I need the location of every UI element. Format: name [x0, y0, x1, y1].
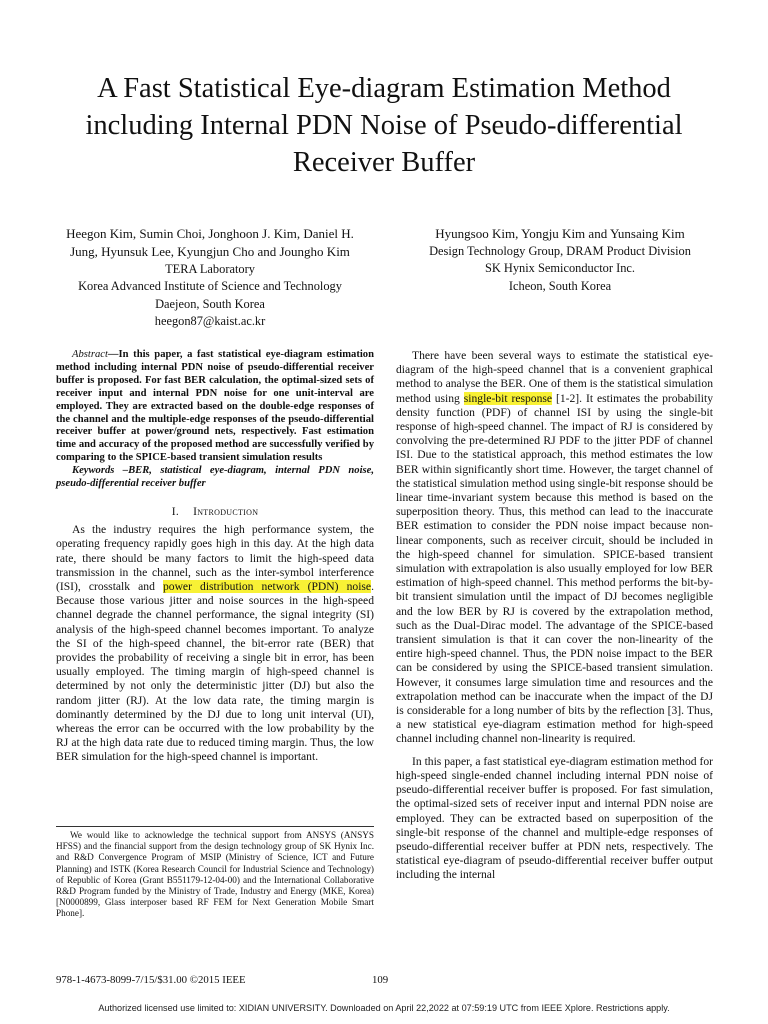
title-line-2: including Internal PDN Noise of Pseudo-differential — [85, 110, 683, 141]
right-paragraph-1 — [396, 349, 713, 747]
title-line-3: Receiver Buffer — [292, 147, 476, 178]
right-text-a: There have been several ways to estimate the statistical eye-diagram of the high-speed channel that is a convenient graphical method to analyse the BER. One of them is the statistical simulation method using — [396, 349, 713, 405]
right-text-b: [1-2]. It estimates the probability density function (PDF) of channel ISI by using the single-bit response of high-speed channel. The impact of RJ is considered by convolving the pre-determined RJ PDF to the jitter PDF of channel ISI. Due to the statistical approach, this method estimates the low BER within significantly short time. However, the target channel of the statistical simulation method using single-bit response should be linear time-invariant system because this method is based on the superposition theory. Thus, this method can lead to the inaccurate BER estimation to consider the PDN noise impact because non-linear components, such as receiver circuit, should be included in the high-speed channel for simulation. SPICE-based transient simulation with extrapolation is also usually employed for low BER estimation of high-speed channel. This method performs the bit-by-bit transient simulation until the impact of DJ becomes negligible and the low BER by RJ is covered by the extrapolation method, such as the Dual-Dirac model. The advantage of the SPICE-based transient simulation is that it can cover the non-linearity of the entire high-speed channel. Thus, the PDN noise impact to the BER can be considered by using the SPICE-based transient simulation. However, it consumes large simulation time and resources and the extrapolation method can be inaccurate when the impact of the DJ is considerable for a long number of bits by the reflection [3]. Thus, a new statistical eye-diagram estimation method for high-speed channel including channel non-linearity is required. — [396, 391, 713, 746]
author-block-right — [400, 225, 720, 295]
abstract — [56, 349, 374, 465]
intro-paragraph-1 — [56, 523, 374, 764]
license-notice: Authorized licensed use limited to: XIDIAN UNIVERSITY. Downloaded on April 22,2022 at 07:59:19 UTC from IEEE Xplore. Restrictions apply. — [98, 1003, 670, 1013]
abstract-text: In this paper, a fast statistical eye-diagram estimation method including internal PDN noise of pseudo-differential receiver buffer is proposed. For fast BER calculation, the optimal-sized sets of receiver input and internal PDN noise for one unit-interval are employed. They are extracted based on the double-edge responses of the channel and the multiple-edge responses of the pseudo-differential receiver buffer at power/ground nets, respectively. Fast estimation time and accuracy of the proposed method are successfully verified by comparing to the SPICE-based transient simulation results — [56, 349, 374, 464]
footnote-divider — [56, 826, 374, 827]
affiliation-institute: Korea Advanced Institute of Science and Technology — [78, 279, 342, 294]
abstract-label: Abstract — [72, 349, 108, 360]
right-column — [396, 349, 713, 883]
affiliation-group: Design Technology Group, DRAM Product Division — [429, 244, 691, 258]
affiliation-company: SK Hynix Semiconductor Inc. — [484, 261, 636, 276]
paper-title — [40, 70, 728, 181]
title-line-1: A Fast Statistical Eye-diagram Estimation Method — [97, 73, 671, 104]
author-email: heegon87@kaist.ac.kr — [154, 313, 266, 328]
author-names-line-2: Jung, Hyunsuk Lee, Kyungjun Cho and Joungho Kim — [70, 244, 350, 259]
intro-text-a: As the industry requires the high performance system, the operating frequency rapidly goes high in this day. At the high data rate, there should be many factors to limit the high-speed data transmission in the channel, such as the inter-symbol interference (ISI), crosstalk and — [56, 523, 374, 593]
author-block-left — [50, 225, 370, 330]
left-column — [56, 349, 374, 765]
page-number: 109 — [372, 974, 389, 986]
author-names-line-1: Heegon Kim, Sumin Choi, Jonghoon J. Kim, Daniel H. — [66, 226, 354, 241]
acknowledgement-footnote: We would like to acknowledge the technical support from ANSYS (ANSYS HFSS) and the financial support from the design technology group of SK Hynix Inc. and R&D Convergence Program of MSIP (Ministry of Science, ICT and Future Planning) and ISTK (Korea Research Council for Industrial Science and Technology) of Republic of Korea (Grant B551179-12-04-00) and the International Collaborative R&D Program funded by the Ministry of Trade, Industry and Energy (MKE, Korea) [N0000899, Glass interposer based RF FEM for Next Generation Mobile Smart Phone]. — [56, 830, 374, 919]
highlight-single-bit-response: single-bit response — [463, 391, 553, 405]
section-heading — [56, 505, 374, 519]
affiliation-location-right: Icheon, South Korea — [508, 278, 612, 293]
section-number: I. — [171, 504, 180, 518]
keywords: Keywords –BER, statistical eye-diagram, internal PDN noise, pseudo-differential receiver buffer — [56, 465, 374, 490]
section-title: Introduction — [193, 504, 259, 518]
author-names-right: Hyungsoo Kim, Yongju Kim and Yunsaing Kim — [435, 226, 685, 241]
isbn-copyright: 978-1-4673-8099-7/15/$31.00 ©2015 IEEE — [56, 974, 246, 986]
affiliation-lab: TERA Laboratory — [165, 262, 255, 276]
abstract-dash: — — [107, 349, 119, 360]
highlight-pdn-noise: power distribution network (PDN) noise — [162, 579, 372, 593]
intro-text-b: . Because those various jitter and noise sources in the high-speed channel degrade the channel performance, the signal integrity (SI) analysis of the high-speed channel becomes important. To analyze the SI of the high-speed channel, the bit-error rate (BER) that provides the probability of receiving a single bit in error, has been usually employed. The timing margin of high-speed channel is determined by not only the deterministic jitter (DJ) but also the random jitter (RJ). At the low data rate, the timing margin is dominantly determined by the DJ due to long unit interval (UI), whereas the error can be occurred with the low probability by the RJ at the high data rate due to reduced timing margin. Thus, the low BER simulation for the high-speed channel is important. — [56, 579, 374, 764]
affiliation-location: Daejeon, South Korea — [155, 296, 265, 311]
right-paragraph-2: In this paper, a fast statistical eye-diagram estimation method for high-speed single-ended channel including internal PDN noise of pseudo-differential receiver buffer is proposed. For fast simulation, the optimal-sized sets of receiver input and internal PDN noise are employed. They can be extracted based on superposition of the single-bit response of the channel and multiple-edge responses of pseudo-differential receiver buffer at PDN nets, respectively. The statistical eye-diagram of pseudo-differential receiver buffer output including the internal — [396, 754, 713, 882]
